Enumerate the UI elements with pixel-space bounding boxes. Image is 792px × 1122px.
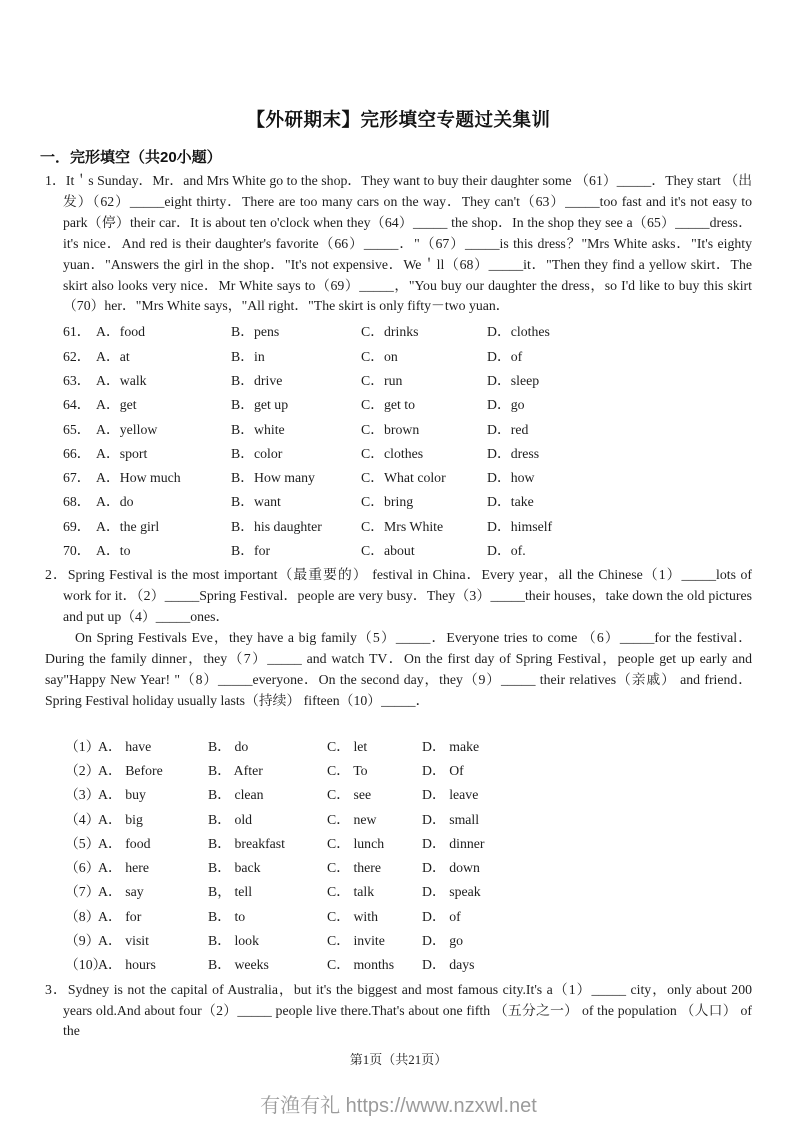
option-d: D． speak	[422, 884, 481, 900]
option-d: D．go	[487, 397, 525, 413]
option-b: B． After	[208, 762, 263, 778]
option-c: C．get to	[361, 397, 416, 413]
option-a: A．How much	[96, 470, 181, 486]
option-number: 63．	[63, 372, 91, 388]
option-a: A．the girl	[96, 518, 160, 534]
option-d: D．dress	[487, 445, 540, 461]
option-a: A． have	[98, 738, 152, 754]
option-a: A．food	[96, 324, 146, 340]
option-row	[65, 880, 752, 904]
option-d: D． down	[422, 860, 480, 876]
option-c: C． To	[327, 762, 368, 778]
option-a: A．yellow	[96, 421, 158, 437]
option-b: B．color	[231, 445, 283, 461]
page-title: 【外研期末】完形填空专题过关集训	[246, 109, 551, 130]
option-number: （7）	[65, 884, 100, 900]
option-number: 62．	[63, 348, 91, 364]
option-row	[63, 393, 752, 417]
option-row	[63, 418, 752, 442]
option-a: A． buy	[98, 787, 146, 803]
option-row	[63, 442, 752, 466]
option-number: （3）	[65, 787, 100, 803]
option-c: C． with	[327, 908, 378, 924]
question-2-number: 2．	[45, 567, 68, 583]
option-d: D．of.	[487, 543, 526, 559]
option-c: C．What color	[361, 470, 446, 486]
option-row	[65, 808, 752, 832]
option-number: 66．	[63, 445, 91, 461]
option-b: B．in	[231, 348, 265, 364]
option-number: 68．	[63, 494, 91, 510]
option-b: B． old	[208, 811, 253, 827]
question-3-text: Sydney is not the capital of Australia，but it's the biggest and most famous city.It's a（1）_____ city，only about 200 years old.And about four（2）_____ people live there.That's about one fifth （五分之一） of the population （人口） of the	[63, 981, 752, 1039]
option-a: A． hours	[98, 957, 156, 973]
option-row	[65, 929, 752, 953]
option-a: A． for	[98, 908, 142, 924]
option-number: 65．	[63, 421, 91, 437]
option-row	[65, 735, 752, 759]
option-b: B．his daughter	[231, 518, 322, 534]
option-a: A．walk	[96, 372, 147, 388]
question-2-options	[65, 735, 752, 978]
option-b: B．drive	[231, 372, 283, 388]
option-c: C．Mrs White	[361, 518, 444, 534]
option-b: B． weeks	[208, 957, 269, 973]
option-row	[63, 369, 752, 393]
option-b: B．white	[231, 421, 285, 437]
option-number: （1）	[65, 738, 100, 754]
option-number: （5）	[65, 835, 100, 851]
question-1-options	[63, 320, 752, 563]
option-d: D． small	[422, 811, 480, 827]
option-number: （2）	[65, 762, 100, 778]
option-a: A． Before	[98, 762, 163, 778]
option-number: 70．	[63, 543, 91, 559]
option-a: A． visit	[98, 933, 149, 949]
option-c: C．on	[361, 348, 398, 364]
question-1-number: 1．	[45, 173, 66, 188]
option-c: C．drinks	[361, 324, 419, 340]
option-c: C．run	[361, 372, 403, 388]
page-number: 第1页（共21页）	[349, 1052, 448, 1068]
section-heading: 一．完形填空（共20小题）	[40, 149, 222, 166]
option-d: D． of	[422, 908, 461, 924]
option-number: （10）	[65, 957, 107, 973]
option-number: （9）	[65, 933, 100, 949]
option-d: D． leave	[422, 787, 479, 803]
option-b: B． look	[208, 933, 259, 949]
option-b: B， tell	[208, 884, 253, 900]
option-b: B．want	[231, 494, 281, 510]
option-row	[65, 832, 752, 856]
option-row	[65, 759, 752, 783]
option-b: B．How many	[231, 470, 315, 486]
option-d: D．clothes	[487, 324, 550, 340]
option-d: D．how	[487, 470, 535, 486]
option-d: D．take	[487, 494, 534, 510]
option-number: 67．	[63, 470, 91, 486]
option-number: （4）	[65, 811, 100, 827]
option-number: 69．	[63, 518, 91, 534]
option-a: A．get	[96, 397, 137, 413]
option-c: C．about	[361, 543, 415, 559]
option-c: C． let	[327, 738, 368, 754]
option-b: B． breakfast	[208, 835, 286, 851]
question-3-number: 3．	[45, 981, 68, 997]
option-b: B．for	[231, 543, 271, 559]
watermark: 有渔有礼 https://www.nzxwl.net	[260, 1095, 537, 1118]
option-row	[63, 320, 752, 344]
option-b: B． back	[208, 860, 261, 876]
option-a: A． say	[98, 884, 144, 900]
option-row	[63, 345, 752, 369]
option-number: （8）	[65, 908, 100, 924]
option-c: C． see	[327, 787, 372, 803]
question-2-paragraph-1: Spring Festival is the most important（最重要的） festival in China．Every year，all the Chinese（1）_____lots of work for it．（2）_____Spring Festival．people are very busy．They（3）_____their houses，take down the old pictures and put up（4）_____ones．	[63, 567, 752, 625]
option-d: D． dinner	[422, 835, 485, 851]
option-d: D． go	[422, 933, 464, 949]
question-1-passage	[45, 171, 752, 317]
option-c: C． months	[327, 957, 395, 973]
option-d: D． make	[422, 738, 480, 754]
option-c: C．bring	[361, 494, 414, 510]
option-b: B． do	[208, 738, 249, 754]
option-b: B． clean	[208, 787, 264, 803]
question-2-passage	[45, 565, 752, 628]
option-c: C． invite	[327, 933, 385, 949]
option-a: A．do	[96, 494, 134, 510]
option-c: C． lunch	[327, 835, 385, 851]
option-row	[65, 783, 752, 807]
option-row	[65, 856, 752, 880]
option-a: A． big	[98, 811, 143, 827]
option-b: B．get up	[231, 397, 289, 413]
option-d: D．of	[487, 348, 523, 364]
question-3-passage	[45, 980, 752, 1043]
question-2-paragraph-2: On Spring Festivals Eve，they have a big family（5）_____．Everyone tries to come （6）_____for the festival．During the family dinner，they（7）_____ and watch TV．On the first day of Spring Festival，people get up early and say"Happy New Year! "（8）_____everyone．On the second day，they（9）_____ their relatives（亲戚） and friend．Spring Festival holiday usually lasts（持续） fifteen（10）_____．	[45, 630, 752, 708]
option-c: C．brown	[361, 421, 420, 437]
option-d: D． Of	[422, 762, 464, 778]
option-number: 64．	[63, 397, 91, 413]
option-a: A． food	[98, 835, 151, 851]
option-c: C． new	[327, 811, 377, 827]
option-d: D． days	[422, 957, 475, 973]
option-number: （6）	[65, 860, 100, 876]
option-row	[63, 539, 752, 563]
option-c: C． talk	[327, 884, 375, 900]
option-row	[63, 466, 752, 490]
option-number: 61．	[63, 324, 91, 340]
option-row	[65, 953, 752, 977]
option-d: D．sleep	[487, 372, 540, 388]
option-row	[63, 490, 752, 514]
option-d: D．red	[487, 421, 529, 437]
option-row	[63, 515, 752, 539]
option-a: A．at	[96, 348, 130, 364]
option-b: B．pens	[231, 324, 280, 340]
option-b: B． to	[208, 908, 246, 924]
option-a: A．to	[96, 543, 131, 559]
question-1-text: It＇s Sunday．Mr．and Mrs White go to the shop．They want to buy their daughter some （61）_____．They start （出发）（62）_____eight thirty．There are too many cars on the way．They can't（63）_____too fast and it's not easy to park（停）their car．It is about ten o'clock when they（64）_____ the shop．In the shop they see a（65）_____dress．it's nice．And red is their daughter's favorite（66）_____．"（67）_____is this dress？"Mrs White asks．"It's eighty yuan．"Answers the girl in the shop．"It's not expensive．We＇ll（68）_____it．"Then they find a yellow skirt．The skirt also looks very nice．Mr White says to（69）_____，"You buy our daughter the dress，so I'd like to buy this skirt（70）her．"Mrs White says，"All right．"The skirt is only fifty－two yuan．	[63, 173, 752, 314]
option-row	[65, 905, 752, 929]
option-c: C．clothes	[361, 445, 424, 461]
option-a: A． here	[98, 860, 149, 876]
option-c: C． there	[327, 860, 382, 876]
option-d: D．himself	[487, 518, 553, 534]
option-a: A．sport	[96, 445, 148, 461]
